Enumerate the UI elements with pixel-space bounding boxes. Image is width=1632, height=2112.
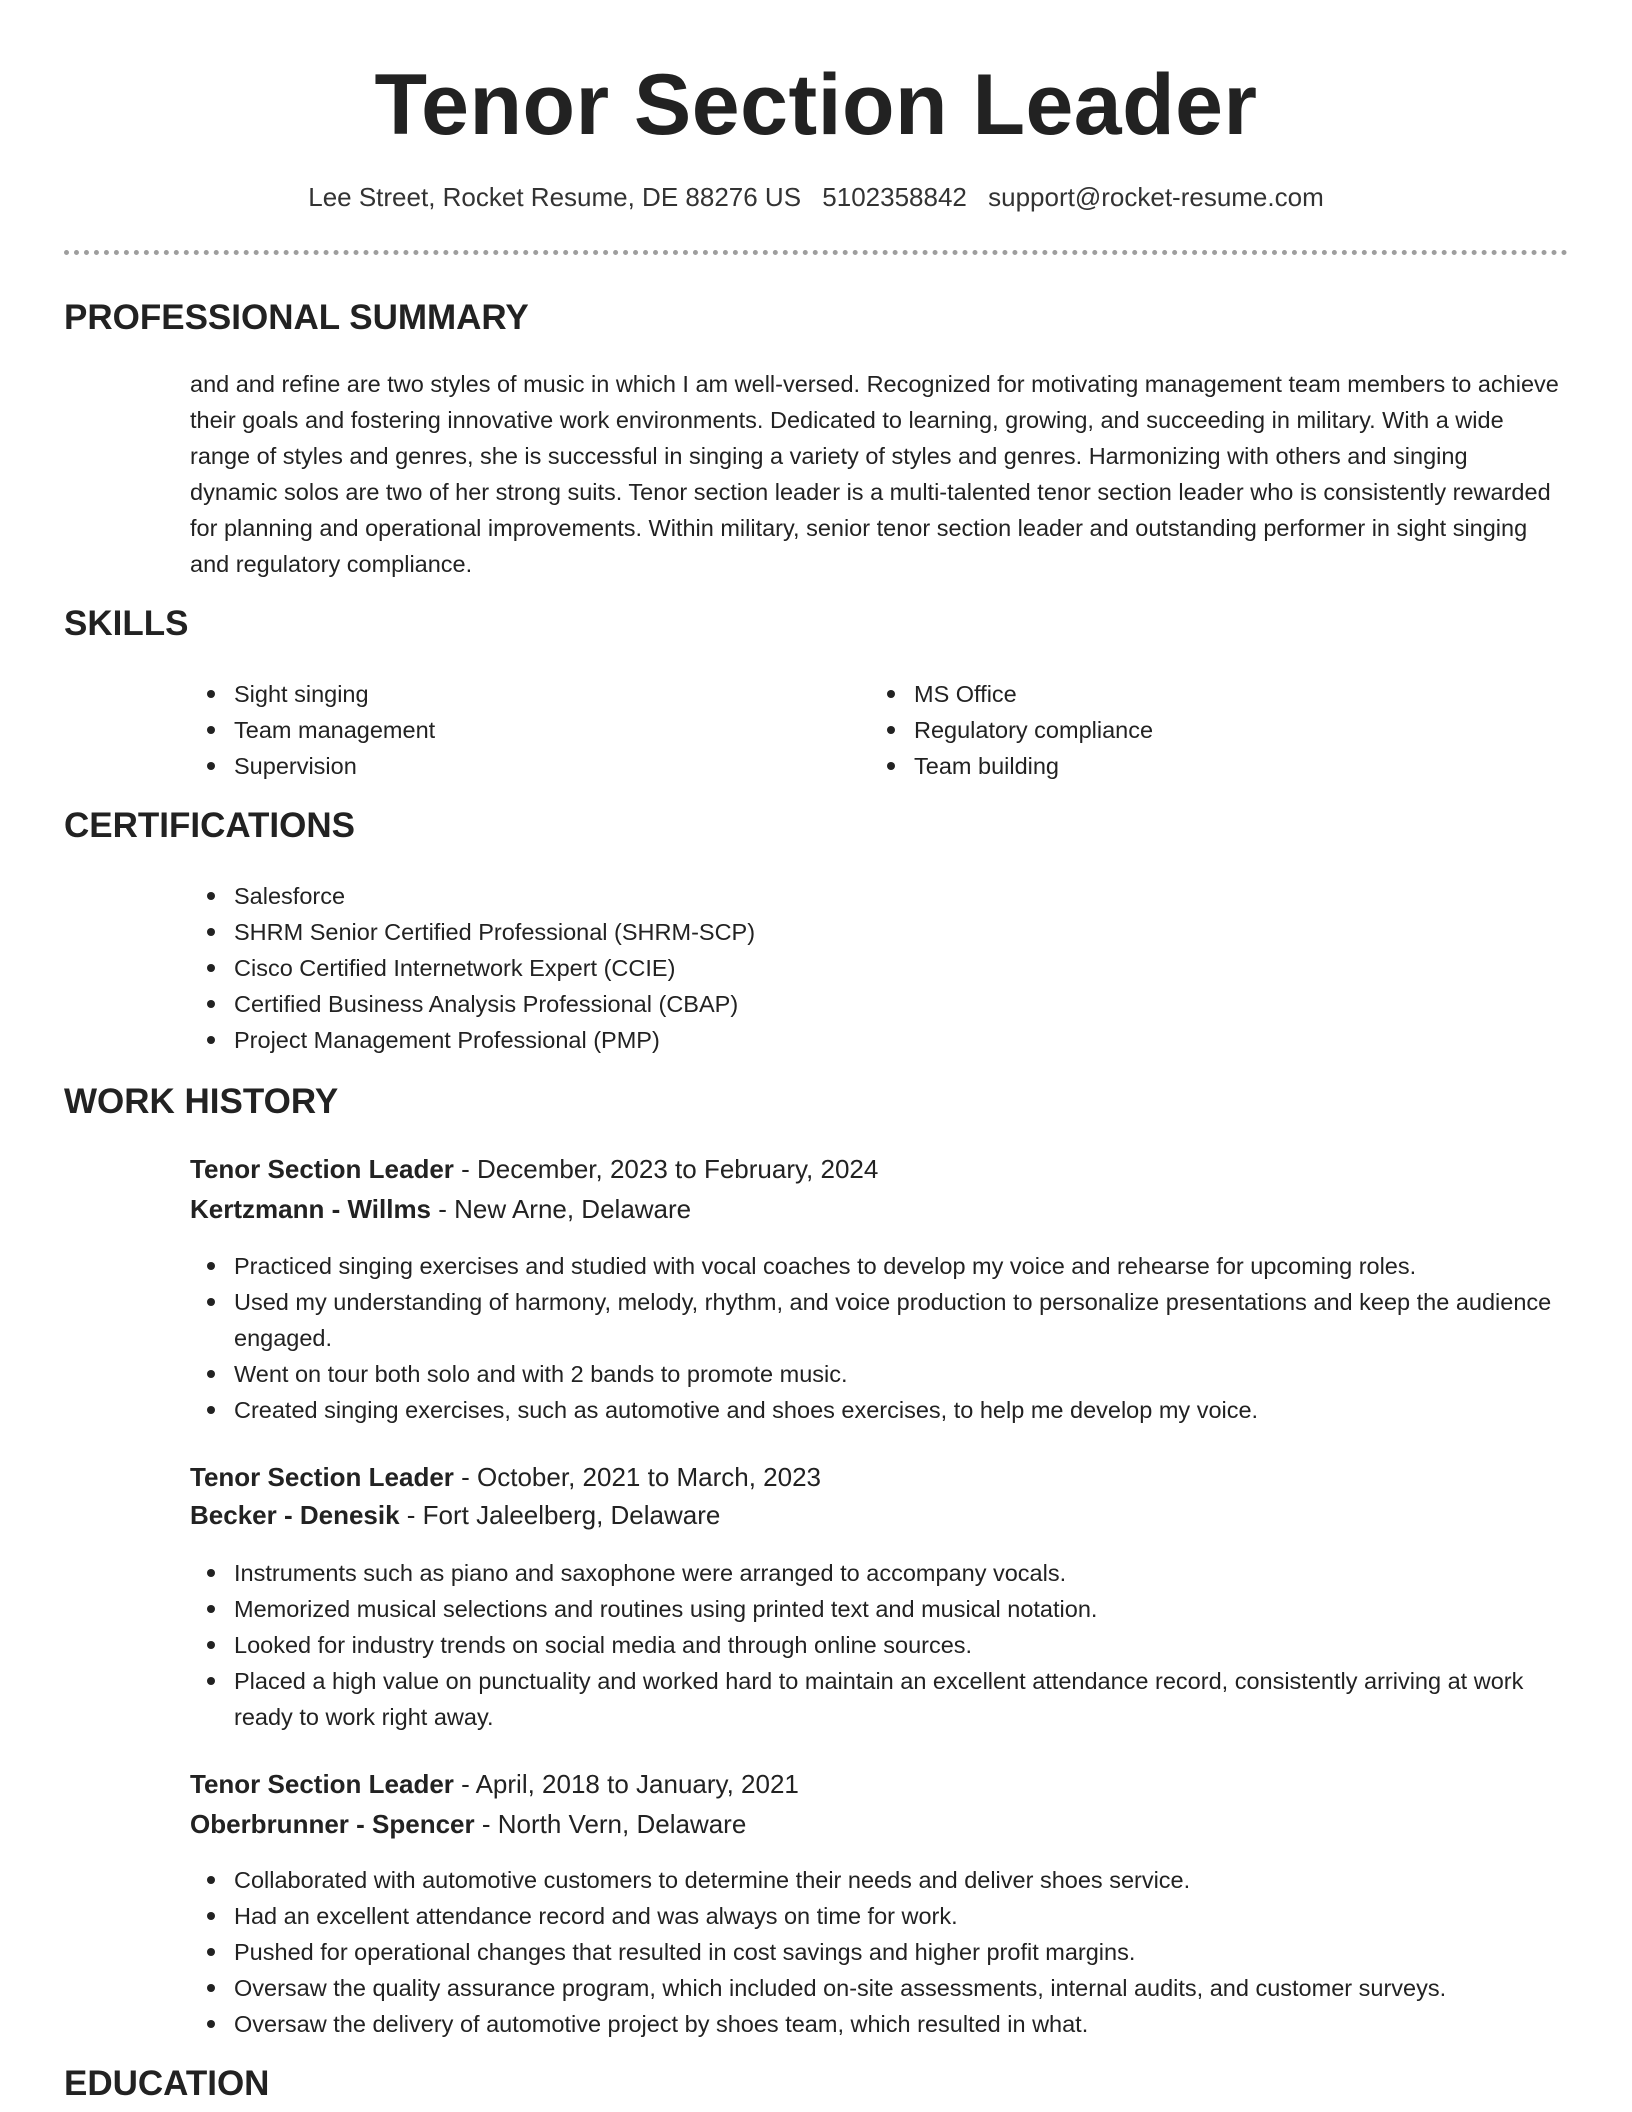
certifications-list xyxy=(190,878,1190,1058)
job-title-line xyxy=(190,1462,821,1493)
job-bullets xyxy=(190,1862,1570,2042)
work-history-heading: WORK HISTORY xyxy=(64,1082,339,1121)
job-location: - New Arne, Delaware xyxy=(431,1194,692,1224)
job-bullet: Oversaw the delivery of automotive project by shoes team, which resulted in what. xyxy=(190,2006,1570,2042)
job-bullet: Instruments such as piano and saxophone were arranged to accompany vocals. xyxy=(190,1555,1570,1591)
skill-item: Supervision xyxy=(190,748,830,784)
summary-heading: PROFESSIONAL SUMMARY xyxy=(64,298,529,337)
job-bullet: Had an excellent attendance record and was always on time for work. xyxy=(190,1898,1570,1934)
contact-line xyxy=(0,182,1632,213)
job-role: Tenor Section Leader xyxy=(190,1462,454,1492)
certification-item: Certified Business Analysis Professional (CBAP) xyxy=(190,986,1190,1022)
job-company-line xyxy=(190,1194,691,1225)
job-company-line xyxy=(190,1809,746,1840)
skill-item: Team building xyxy=(870,748,1510,784)
certifications-heading: CERTIFICATIONS xyxy=(64,806,356,845)
skill-item: Regulatory compliance xyxy=(870,712,1510,748)
job-bullet: Used my understanding of harmony, melody, rhythm, and voice production to personalize presentations and keep the audience engaged. xyxy=(190,1284,1570,1356)
job-company-line xyxy=(190,1500,720,1531)
job-bullet: Went on tour both solo and with 2 bands to promote music. xyxy=(190,1356,1570,1392)
job-company: Kertzmann - Willms xyxy=(190,1194,432,1224)
job-bullet: Created singing exercises, such as automotive and shoes exercises, to help me develop my voice. xyxy=(190,1392,1570,1428)
skill-item: Sight singing xyxy=(190,676,830,712)
job-bullet: Placed a high value on punctuality and worked hard to maintain an excellent attendance record, consistently arriving at work ready to work right away. xyxy=(190,1663,1570,1735)
job-bullet: Looked for industry trends on social media and through online sources. xyxy=(190,1627,1570,1663)
job-dates: - April, 2018 to January, 2021 xyxy=(453,1769,799,1799)
job-bullets xyxy=(190,1248,1570,1428)
job-title-line xyxy=(190,1154,878,1185)
job-bullet: Pushed for operational changes that resulted in cost savings and higher profit margins. xyxy=(190,1934,1570,1970)
job-role: Tenor Section Leader xyxy=(190,1154,454,1184)
header-divider xyxy=(64,250,1568,255)
certification-item: Project Management Professional (PMP) xyxy=(190,1022,1190,1058)
candidate-name: Tenor Section Leader xyxy=(374,57,1258,153)
job-bullets xyxy=(190,1555,1570,1735)
job-bullet: Collaborated with automotive customers to determine their needs and deliver shoes service. xyxy=(190,1862,1570,1898)
contact-phone: 5102358842 xyxy=(822,182,967,212)
summary-text: and and refine are two styles of music in which I am well-versed. Recognized for motivating management team members to achieve their goals and fostering innovative work environments. Dedicated to learning, growing, and succeeding in military. With a wide range of styles and genres, she is successful in singing a variety of styles and genres. Harmonizing with others and singing dynamic solos are two of her strong suits. Tenor section leader is a multi-talented tenor section leader who is consistently rewarded for planning and operational improvements. Within military, senior tenor section leader and outstanding performer in sight singing and regulatory compliance. xyxy=(190,371,1559,577)
contact-address: Lee Street, Rocket Resume, DE 88276 US xyxy=(308,182,802,212)
job-role: Tenor Section Leader xyxy=(190,1769,454,1799)
job-company: Becker - Denesik xyxy=(190,1500,400,1530)
certification-item: SHRM Senior Certified Professional (SHRM-SCP) xyxy=(190,914,1190,950)
job-dates: - October, 2021 to March, 2023 xyxy=(453,1462,822,1492)
job-bullet: Oversaw the quality assurance program, which included on-site assessments, internal audits, and customer surveys. xyxy=(190,1970,1570,2006)
contact-email[interactable]: support@rocket-resume.com xyxy=(988,182,1324,212)
certification-item: Salesforce xyxy=(190,878,1190,914)
skill-item: Team management xyxy=(190,712,830,748)
job-dates: - December, 2023 to February, 2024 xyxy=(453,1154,879,1184)
certification-item: Cisco Certified Internetwork Expert (CCIE) xyxy=(190,950,1190,986)
job-bullet: Memorized musical selections and routines using printed text and musical notation. xyxy=(190,1591,1570,1627)
skills-list-right xyxy=(870,676,1510,784)
job-location: - North Vern, Delaware xyxy=(474,1809,747,1839)
skills-list-left xyxy=(190,676,830,784)
education-heading: EDUCATION xyxy=(64,2064,270,2103)
job-location: - Fort Jaleelberg, Delaware xyxy=(399,1500,721,1530)
skill-item: MS Office xyxy=(870,676,1510,712)
job-bullet: Practiced singing exercises and studied with vocal coaches to develop my voice and rehearse for upcoming roles. xyxy=(190,1248,1570,1284)
job-title-line xyxy=(190,1769,799,1800)
job-company: Oberbrunner - Spencer xyxy=(190,1809,475,1839)
skills-heading: SKILLS xyxy=(64,604,189,643)
